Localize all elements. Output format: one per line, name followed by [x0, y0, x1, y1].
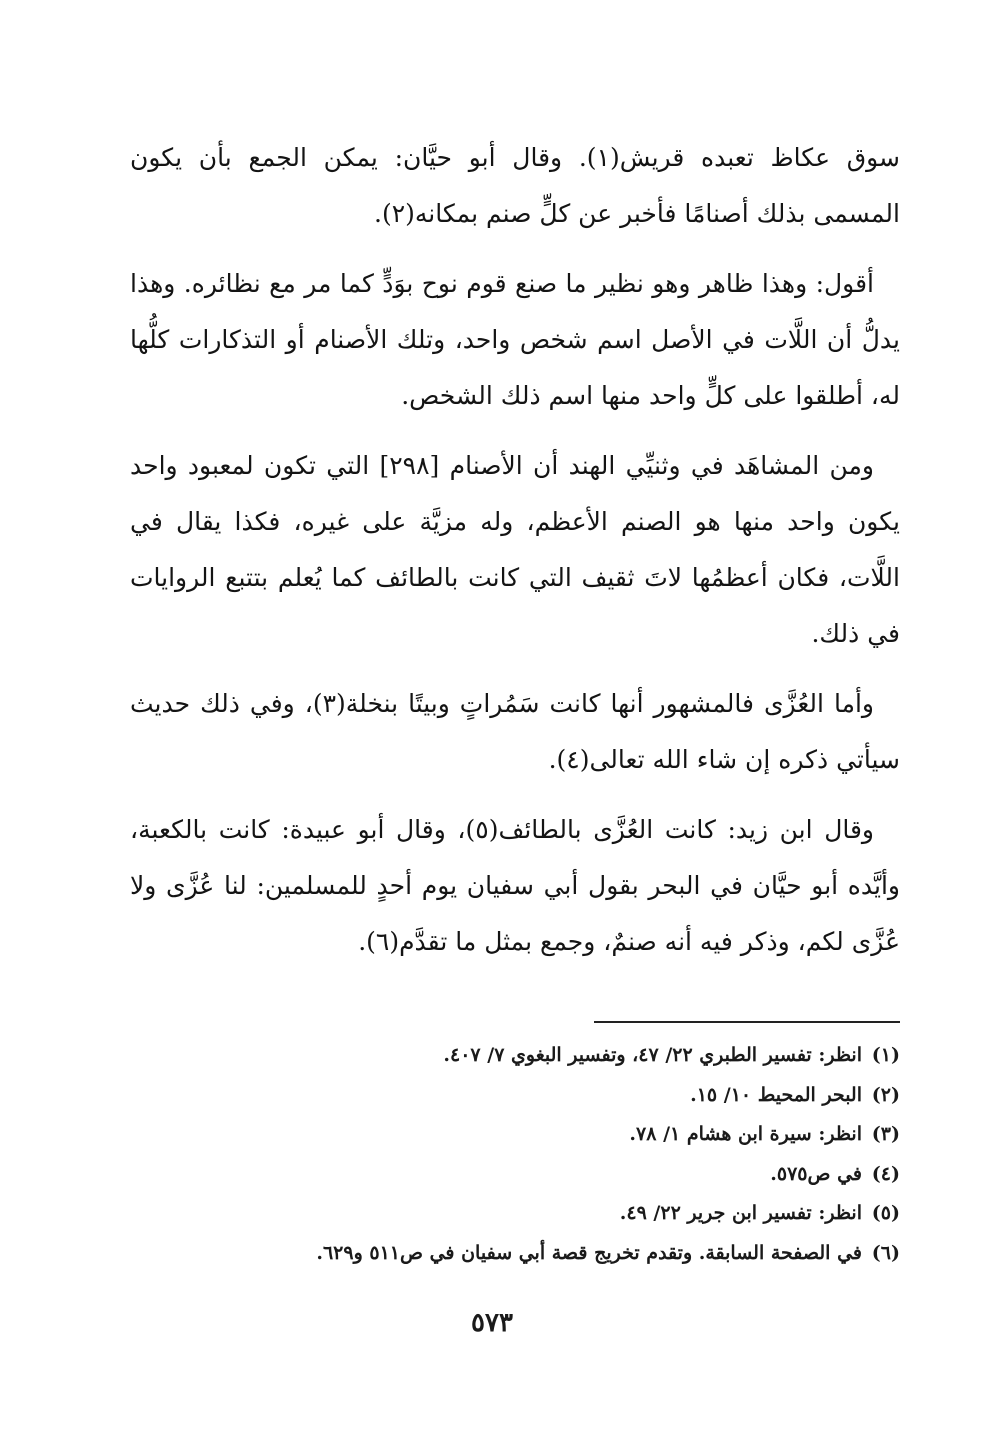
footnote-divider — [594, 1021, 900, 1023]
footnote-4 — [130, 1155, 900, 1195]
paragraph-2: أقول: وهذا ظاهر وهو نظير ما صنع قوم نوح بوَدٍّ كما مر مع نظائره. وهذا يدلُّ أن اللَّات في الأصل اسم شخص واحد، وتلك الأصنام أو التذكارات كلُّها له، أطلقوا على كلٍّ واحد منها اسم ذلك الشخص. — [130, 269, 900, 410]
footnote-2 — [130, 1076, 900, 1116]
footnote-number: (٦) — [871, 1241, 900, 1264]
footnote-number: (٤) — [871, 1162, 900, 1185]
footnote-number: (٣) — [871, 1123, 900, 1145]
footnote-6 — [130, 1234, 900, 1274]
footnote-number: (٢) — [871, 1083, 900, 1106]
footnote-text: انظر: تفسير ابن جرير ٢٢/ ٤٩. — [619, 1202, 862, 1224]
footnote-number: (٥) — [871, 1202, 900, 1224]
paragraph-4: وأما العُزَّى فالمشهور أنها كانت سَمُراتٍ وبيتًا بنخلة(٣)، وفي ذلك حديث سيأتي ذكره إن شاء الله تعالى(٤). — [130, 689, 900, 774]
footnote-number: (١) — [871, 1044, 900, 1066]
paragraph-3: ومن المشاهَد في وثنيِّي الهند أن الأصنام [٢٩٨] التي تكون لمعبود واحد يكون واحد منها هو الصنم الأعظم، وله مزيَّة على غيره، فكذا يقال في اللَّات، فكان أعظمُها لاتَ ثقيف التي كانت بالطائف كما يُعلم بتتبع الروايات في ذلك. — [130, 451, 900, 648]
main-text — [130, 130, 900, 984]
page-number: ٥٧٣ — [471, 1308, 513, 1338]
footnote-text: انظر: سيرة ابن هشام ١/ ٧٨. — [629, 1123, 862, 1145]
footnote-text: البحر المحيط ١٠/ ١٥. — [690, 1083, 862, 1106]
footnote-3 — [130, 1115, 900, 1155]
paragraph-1: سوق عكاظ تعبده قريش(١). وقال أبو حيَّان: يمكن الجمع بأن يكون المسمى بذلك أصنامًا فأخبر عن كلٍّ صنم بمكانه(٢). — [130, 143, 900, 228]
footnote-text: في ص٥٧٥. — [770, 1162, 862, 1185]
footnote-text: انظر: تفسير الطبري ٢٢/ ٤٧، وتفسير البغوي ٧/ ٤٠٧. — [443, 1044, 862, 1066]
paragraph-5: وقال ابن زيد: كانت العُزَّى بالطائف(٥)، وقال أبو عبيدة: كانت بالكعبة، وأيَّده أبو حيَّان في البحر بقول أبي سفيان يوم أحدٍ للمسلمين: لنا عُزَّى ولا عُزَّى لكم، وذكر فيه أنه صنمٌ، وجمع بمثل ما تقدَّم(٦). — [130, 815, 900, 956]
footnote-text: في الصفحة السابقة. وتقدم تخريج قصة أبي سفيان في ص٥١١ و٦٢٩. — [316, 1241, 862, 1264]
footnotes — [130, 1036, 900, 1273]
footnote-5 — [130, 1194, 900, 1234]
footnote-1 — [130, 1036, 900, 1076]
